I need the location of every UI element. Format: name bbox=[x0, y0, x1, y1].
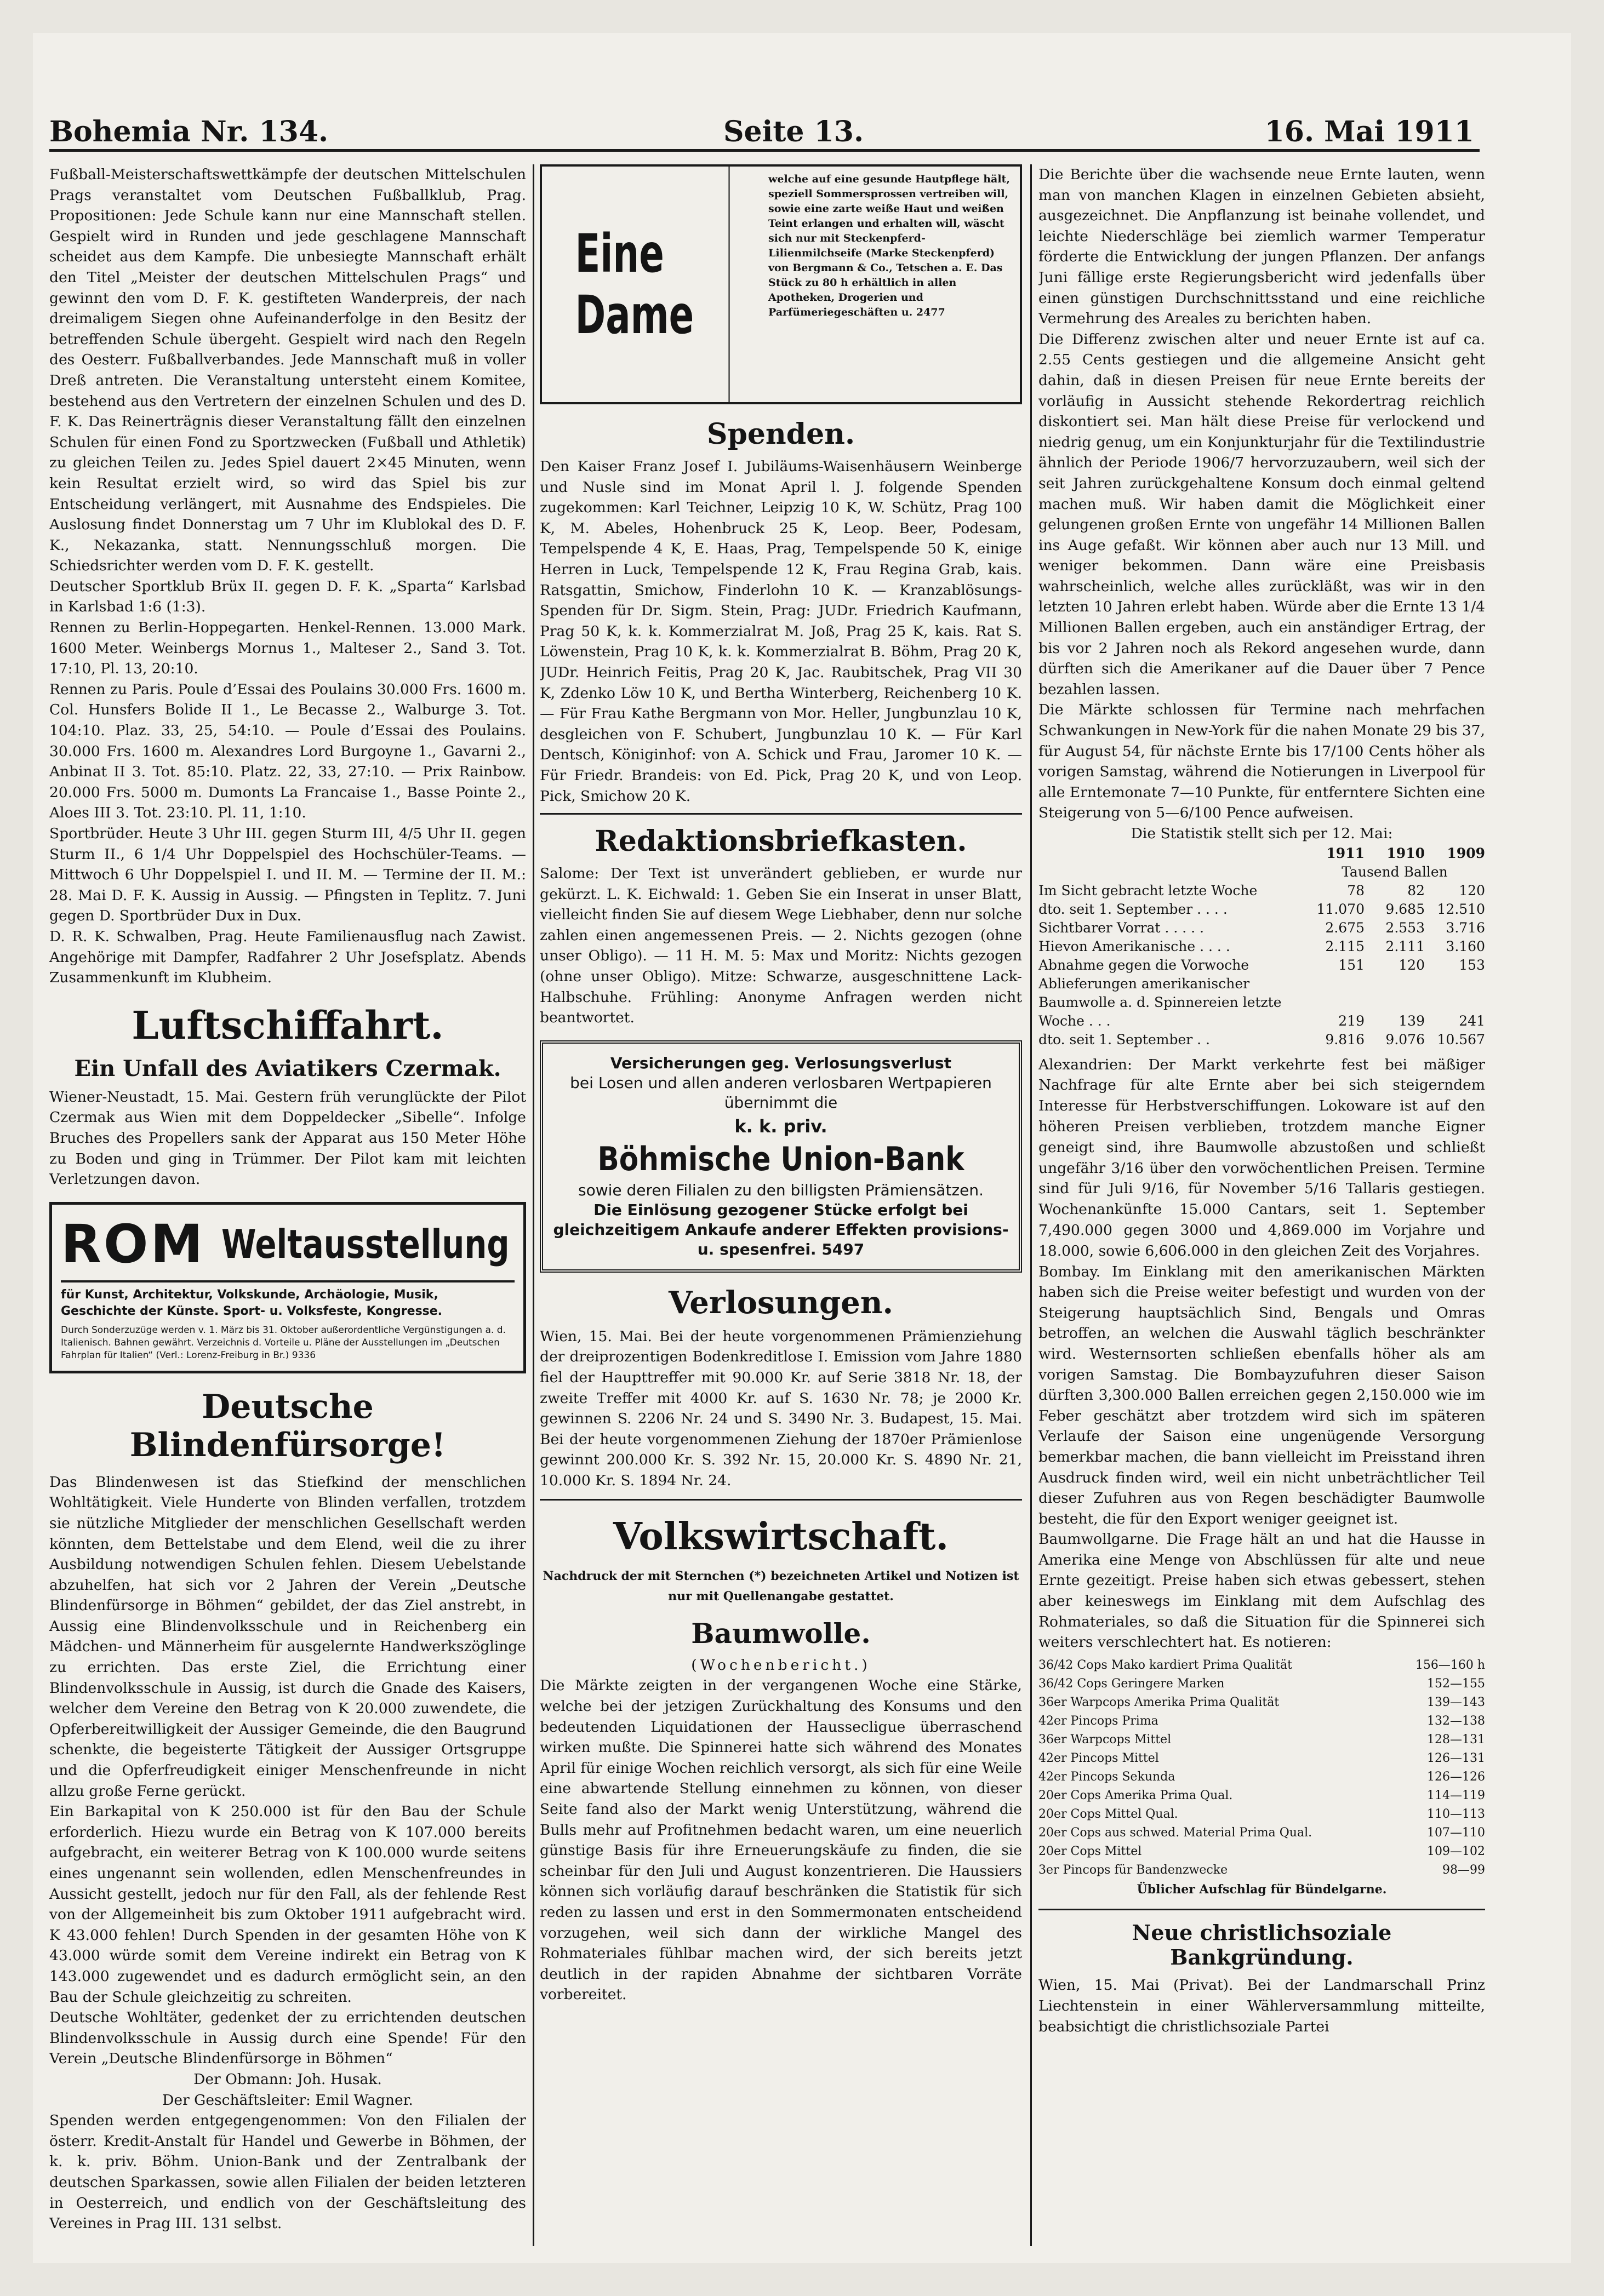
baumwolle-subtitle: (Wochenbericht.) bbox=[691, 1656, 871, 1674]
baumwolle-text: Die Märkte zeigten in der vergangenen Woche eine Stärke, welche bei der jetzigen Zurückhaltung des Konsums und den bedeutenden Liquidationen der Haussecligue überraschend wirken mußte. Die Spinnerei hatte sich während des Monates April für einige Wochen reichlich versorgt, als sich für eine Weile eine abwartende Stellung einnehmen zu können, von dieser Seite fand also der Markt wenig Unterstützung, während die Bulls mehr auf Profitnehmen bedacht waren, um eine neuerlich günstige Basis für ihre Erneuerungskäufe zu finden, die sie scheinbar für den Juli und August konzentrieren. Die Haussiers können sich vorläufig darauf beschränken die Statistik für sich reden zu lassen und erst in den Sommermonaten entscheidend vorzugehen, weil sich dann der wirkliche Mangel des Rohmateriales fühlbar machen wird, der sich bereits jetzt deutlich in der rapiden Abnahme der sichtbaren Vorräte vorbereitet. bbox=[540, 1677, 1022, 2003]
column-rule-2 bbox=[1030, 164, 1032, 2246]
spenden-text: Den Kaiser Franz Josef I. Jubiläums-Waisenhäusern Weinberge und Nusle sind im Monat April l. J. folgende Spenden zugekommen: Karl Teichner, Leipzig 10 K, W. Schütz, Prag 100 K, M. Abeles, Hohenbruck 25 K, Leop. Beer, Podesam, Tempelspende 4 K, E. Haas, Prag, Tempelspende 50 K, einige Herren in Luck, Tempelspende 12 K, Frau Regina Grab, kais. Ratsgattin, Smichow, Finderlohn 10 K. — Kranzablösungs-Spenden für Dr. Sigm. Stein, Prag: JUDr. Friedrich Kaufmann, Prag 50 K, k. k. Kommerzialrat M. Joß, Prag 25 K, kais. Rat S. Löwenstein, Prag 10 K, k. k. Kommerzialrat B. Böhm, Prag 20 K, JUDr. Heinrich Feitis, Prag 20 K, Jac. Raubitschek, Prag VII 30 K, Zdenko Löw 10 K, und Bertha Winterberg, Reichenberg 10 K. — Für Frau Kathe Bergmann von Mor. Heller, Jungbunzlau 10 K, desgleichen von F. Schubert, Jungbunzlau 10 K. — Für Karl Dentsch, Königinhof: von A. Schick und Frau, Jaromer 10 K. — Für Friedr. Brandeis: von Ed. Pick, Prag 20 K, und von Leop. Pick, Smichow 20 K. bbox=[540, 458, 1022, 805]
blindenfuersorge-title: Deutsche Blindenfürsorge! bbox=[129, 1387, 446, 1464]
table-row: Im Sicht gebracht letzte Woche 78 82 120 bbox=[1038, 882, 1485, 898]
paris-race-paragraph: Rennen zu Paris. Poule d’Essai des Poulains 30.000 Frs. 1600 m. Col. Hunsfers Bolide II 1., Le Becasse 2., Walburge 3. Tot. 104:10. Plaz. 33, 25, 54:10. — Poule d’Essai des Poulains. 30.000 Frs. 1600 m. Alexandres Lord Burgoyne 1., Gavarni 2., Anbinat II 3. Tot. 85:10. Platz. 22, 33, 27:10. — Prix Rainbow. 20.000 Frs. 5000 m. Dumonts La Francaise 1., Basse Pointe 2., Aloes III 3. Tot. 23:10. Pl. 11, 1:10. bbox=[49, 680, 526, 822]
table-row: 36/42 Cops Geringere Marken 152—155 bbox=[1038, 1676, 1485, 1691]
table-row: Abnahme gegen die Vorwoche 151 120 153 bbox=[1038, 957, 1485, 973]
blindenfuersorge-sig2: Der Geschäftsleiter: Emil Wagner. bbox=[162, 2091, 413, 2109]
rom-word: ROM bbox=[61, 1213, 206, 1275]
header-center: Seite 13. bbox=[723, 115, 864, 148]
blindenfuersorge-p2: Ein Barkapital von K 250.000 ist für den Bau der Schule erforderlich. Hiezu wurde ein Betrag von K 107.000 bereits aufgebracht, ein weiterer Betrag von K 100.000 wurde seitens eines ungenannt sein wollenden, edlen Menschenfreundes in Aussicht gestellt, jedoch nur für den Fall, als der fehlende Rest von der Allgemeinheit bis zum Oktober 1911 aufgebracht wird. K 43.000 fehlen! Durch Spenden in der gesamten Höhe von K 43.000 würde somit dem Vereine indirekt ein Betrag von K 143.000 zugewendet und es dadurch ermöglicht sein, an den Bau der Schule gleichzeitig zu schreiten. bbox=[49, 1803, 526, 2006]
sportbrueder-paragraph: Sportbrüder. Heute 3 Uhr III. gegen Sturm III, 4/5 Uhr II. gegen Sturm II., 6 1/4 Uhr Doppelspiel des Hochschüler-Teams. — Mittwoch 6 Uhr Doppelspiel I. und II. M. — Termine der II. M.: 28. Mai D. F. K. Aussig in Aussig. — Pfingsten in Teplitz. 7. Juni gegen D. Sportbrüder Dux in Dux. bbox=[49, 825, 526, 925]
bank-line-2: bei Losen und allen anderen verlosbaren Wertpapieren übernimmt die bbox=[570, 1073, 992, 1112]
bombay-paragraph: Bombay. Im Einklang mit den amerikanischen Märkten haben sich die Preise weiter befestigt und wurden von der Steigerung hauptsächlich Sind, Bengals und Omras betroffen, an welchen die Auswahl täglich beschränkter wird. Westernsorten schließen ebenfalls höher als am vorigen Samstag. Die Bombayzufuhren dieser Saison dürften 3,300.000 Ballen erreichen gegen 2,150.000 wie im Feber geschätzt aber trotzdem wird sich im späteren Verlaufe der Saison eine ungenügende Versorgung bemerkbar machen, die bann vielleicht im Preisstand ihren Ausdruck finden wird, weil ein nicht unbeträchtlicher Teil dieser Zufuhren aus von Regen beschädigter Baumwolle besteht, die für den Export weniger geeignet ist. bbox=[1038, 1263, 1485, 1527]
statistik-table bbox=[1038, 844, 1485, 1049]
blindenfuersorge-p1: Das Blindenwesen ist das Stiefkind der menschlichen Wohltätigkeit. Viele Hunderte von Blinden verfallen, trotzdem sie nützliche Mitglieder der menschlichen Gesellschaft werden könnten, dem Bettelstabe und dem Elend, weil die zu ihrer Ausbildung notwendigen Schulen fehlen. Diesem Uebelstande abzuhelfen, hat sich vor 2 Jahren der Verein „Deutsche Blindenfürsorge in Böhmen“ gebildet, der das Ziel anstrebt, in Aussig eine Blindenvolksschule und in Reichenberg ein Mädchen- und Männerheim für ausgelernte Handwerkszöglinge zu errichten. Das erste Ziel, die Errichtung einer Blindenvolksschule in Aussig, ist durch die Gnade des Kaisers, welcher dem Vereine den Betrag von K 20.000 zuwendete, die Opferbereitwilligkeit der Aussiger Gemeinde, die den Baugrund schenkte, die begeisterte Tätigkeit der Aussiger Ortsgruppe und die Opferfreudigkeit einiger Menschenfreunde in nicht allzu große Ferne gerückt. bbox=[49, 1473, 526, 1800]
column-rule-1 bbox=[533, 164, 534, 2246]
table-row: 20er Cops Mittel 109—102 bbox=[1038, 1844, 1485, 1858]
table-row: Sichtbarer Vorrat . . . . . 2.675 2.553 3.716 bbox=[1038, 919, 1485, 936]
column-1 bbox=[49, 164, 526, 2268]
rom-description: für Kunst, Architektur, Volkskunde, Archäologie, Musik, Geschichte der Künste. Sport- u. Volksfeste, Kongresse. bbox=[61, 1287, 443, 1318]
table-row: 36/42 Cops Mako kardiert Prima Qualität 156—160 h bbox=[1038, 1658, 1485, 1672]
table-row: dto. seit 1. September . . . . 11.070 9.685 12.510 bbox=[1038, 901, 1485, 917]
maerkte-paragraph: Die Märkte schlossen für Termine nach mehrfachen Schwankungen in New-York für die nahen Monate 29 bis 37, für August 54, für nächste Ernte bis 17/100 Cents höher als vorigen Samstag, während die Notierungen in Liverpool für alle Erntemonate 7—10 Punkte, für entferntere Sichten eine Steigerung von 5—6/100 Pence aufweisen. bbox=[1038, 701, 1485, 822]
unit-label: Tausend Ballen bbox=[1342, 863, 1448, 880]
redaktionsbriefkasten-title: Redaktionsbriefkasten. bbox=[595, 825, 967, 858]
differenz-paragraph: Die Differenz zwischen alter und neuer Ernte ist auf ca. 2.55 Cents gestiegen und die allgemeine Ansicht geht dahin, daß in diesen Preisen für neue Ernte bereits der vorläufig in Aussicht stehende Rekordertrag reichlich diskontiert sei. Man hält diese Preise für verlockend und niedrig genug, um ein Konjunkturjahr für die Textilindustrie ähnlich der Periode 1906/7 hervorzuzaubern, weil sich der seit Jahren zurückgehaltene Konsum doch einmal geltend machen muß. Wir haben damit die Möglichkeit einer gelungenen großen Ernte von ungefähr 14 Millionen Ballen ins Auge gefaßt. Wir können aber auch nur 13 Mill. und weniger bekommen. Dann wäre eine Preisbasis wahrscheinlich, welche alles zurückläßt, was wir in den letzten 10 Jahren erlebt haben. Würde aber die Ernte 13 1/4 Millionen Ballen ergeben, auch ein anständiger Ertrag, der bis vor 2 Jahren noch als Rekord angesehen wurde, dann dürften sich die Amerikaner auf die Dauer über 7 Pence bezahlen lassen. bbox=[1038, 330, 1485, 698]
year-1911: 1911 bbox=[1326, 845, 1365, 861]
table-row: Ablieferungen amerikanischer Baumwolle a. d. Spinnereien letzte Woche . . . 219 139 241 bbox=[1038, 975, 1485, 1029]
bank-line-4: Die Einlösung gezogener Stücke erfolgt bei gleichzeitigem Ankaufe anderer Effekten provisions- u. spesenfrei. 5497 bbox=[553, 1200, 1009, 1258]
berlin-race-paragraph: Rennen zu Berlin-Hoppegarten. Henkel-Rennen. 13.000 Mark. 1600 Meter. Weinbergs Mornus 1., Malteser 2., Sand 3. Tot. 17:10, Pl. 13, 20:10. bbox=[49, 619, 526, 678]
rom-advertisement bbox=[49, 1202, 526, 1373]
luftschiffahrt-subtitle: Ein Unfall des Aviatikers Czermak. bbox=[74, 1055, 501, 1081]
table-row: 42er Pincops Mittel 126—131 bbox=[1038, 1751, 1485, 1765]
statistik-title: Die Statistik stellt sich per 12. Mai: bbox=[1131, 825, 1393, 842]
bankgruendung-title: Neue christlichsoziale Bankgründung. bbox=[1132, 1920, 1392, 1970]
table-row: 42er Pincops Prima 132—138 bbox=[1038, 1714, 1485, 1728]
sportklub-paragraph: Deutscher Sportklub Brüx II. gegen D. F. K. „Sparta“ Karlsbad in Karlsbad 1:6 (1:3). bbox=[49, 577, 526, 616]
football-paragraph: Fußball-Meisterschaftswettkämpfe der deutschen Mittelschulen Prags veranstaltet vom Deutschen Fußballklub, Prag. Propositionen: Jede Schule kann nur eine Mannschaft stellen. Gespielt wird in Runden und jede geschlagene Mannschaft scheidet aus dem Kampfe. Die unbesiegte Mannschaft erhält den Titel „Meister der deutschen Mittelschulen Prags“ und gewinnt den vom D. F. K. gestifteten Wanderpreis, der nach dreimaligem Siegen ohne Aufeinanderfolge in den Besitz der betreffenden Schule übergeht. Gespielt wird nach den Regeln des Oesterr. Fußballverbandes. Jede Mannschaft muß in voller Dreß antreten. Die Veranstaltung untersteht einem Komitee, bestehend aus den Vertretern der einzelnen Schulen und des D. F. K. Das Reinerträgnis dieser Veranstaltung fällt den einzelnen Schulen für einen Fond zu Sportzwecken (Fußball und Athletik) zu gleichen Teilen zu. Jedes Spiel dauert 2×45 Minuten, wenn kein Resultat erzielt wird, so wird das Spiel bis zur Entscheidung verlängert, mit Ausnahme des Endspieles. Die Auslosung findet Donnerstag um 7 Uhr im Klublokal des D. F. K., Nekazanka, statt. Nennungsschluß morgen. Die Schiedsrichter werden vom D. F. K. gestellt. bbox=[49, 166, 526, 575]
header-right: 16. Mai 1911 bbox=[1264, 115, 1474, 148]
alexandrien-paragraph: Alexandrien: Der Markt verkehrte fest bei mäßiger Nachfrage für alte Ernte aber bei sich steigerndem Interesse für Herbstverschiffungen. Lokoware ist auf den höheren Preisen verblieben, trotzdem manche Eigner geneigt sind, ihre Baumwolle abzustoßen und schließt ungefähr 3/16 über den vorwöchentlichen Preisen. Termine sind für Juli 9/16, für November 5/16 Tallaris gestiegen. Wochenankünfte 15.000 Cantars, seit 1. September 7,490.000 gegen 3000 und 4,869.000 im Vorjahre und 18.000, sowie 6,606.000 in den gleichen Zeit des Vorjahres. bbox=[1038, 1056, 1485, 1259]
table-row: dto. seit 1. September . . 9.816 9.076 10.567 bbox=[1038, 1031, 1485, 1047]
baumwollgarne-paragraph: Baumwollgarne. Die Frage hält an und hat die Hausse in Amerika eine Menge von Abschlüssen für alte und neue Ernte gezeitigt. Preise haben sich etwas gebessert, stehen aber keineswegs im Einklang mit dem Aufschlag des Rohmateriales, so daß die Situation für die Spinnerei sich weiters verschlechtert hat. Es notieren: bbox=[1038, 1531, 1485, 1651]
rom-fineprint: Durch Sonderzuzüge werden v. 1. März bis 31. Oktober außerordentliche Vergünstigungen a. d. Italienisch. Bahnen gewährt. Verzeichnis d. Vorteile u. Pläne der Ausstellungen im „Deutschen Fahrplan für Italien“ (Verl.: Lorenz-Freiburg in Br.) 9336 bbox=[61, 1324, 506, 1361]
redaktionsbriefkasten-text: Salome: Der Text ist unverändert geblieben, er wurde nur gekürzt. L. K. Eichwald: 1. Geben Sie ein Inserat in unser Blatt, vielleicht finden Sie auf diesem Wege Liebhaber, denn nur solche zahlen einen angemessenen Preis. — 2. Nichts gezogen (ohne unser Obligo). — 11 H. M. 5: Max und Moritz: Nichts gezogen (ohne unser Obligo). Mitze: Schwarze, ausgeschnittene Lack-Halbschuhe. Frühling: Anonyme Anfragen werden nicht beantwortet. bbox=[540, 865, 1022, 1027]
table-row: 36er Warpcops Amerika Prima Qualität 139—143 bbox=[1038, 1695, 1485, 1709]
garne-table bbox=[1038, 1656, 1485, 1880]
schwalben-paragraph: D. R. K. Schwalben, Prag. Heute Familienausflug nach Zawist. Angehörige mit Dampfer, Radfahrer 2 Uhr Josefsplatz. Abends Zusammenkunft im Klubheim. bbox=[49, 927, 526, 987]
year-1909: 1909 bbox=[1447, 845, 1485, 861]
header-left: Bohemia Nr. 134. bbox=[49, 115, 329, 148]
bank-name: Böhmische Union-Bank bbox=[597, 1140, 964, 1178]
table-row: 20er Cops aus schwed. Material Prima Qual. 107—110 bbox=[1038, 1825, 1485, 1840]
eine-dame-word: Eine Dame bbox=[575, 167, 729, 402]
bank-line-3: sowie deren Filialen zu den billigsten Prämiensätzen. bbox=[578, 1181, 984, 1199]
ernte-paragraph: Die Berichte über die wachsende neue Ernte lauten, wenn man von manchen Klagen in einzelnen Gebieten absieht, ausgezeichnet. Die Anpflanzung ist beinahe vollendet, und leichte Niederschläge bei ziemlich warmer Temperatur förderte die Entwicklung der jungen Pflanzen. Der anfangs Juni fällige erste Regierungsbericht wird jedenfalls über einen günstigen Durchschnittsstand und eine reichliche Vermehrung des Areales zu berichten haben. bbox=[1038, 166, 1485, 328]
table-row: 20er Cops Mittel Qual. 110—113 bbox=[1038, 1807, 1485, 1821]
luftschiffahrt-text: Wiener-Neustadt, 15. Mai. Gestern früh verunglückte der Pilot Czermak aus Wien mit dem Doppeldecker „Sibelle“. Infolge Bruches des Propellers sank der Apparat aus 150 Meter Höhe zu Boden und ging in Trümmer. Der Pilot kam mit leichten Verletzungen davon. bbox=[49, 1088, 526, 1188]
baumwolle-title: Baumwolle. bbox=[691, 1617, 871, 1650]
eine-dame-text: welche auf eine gesunde Hautpflege hält, speziell Sommersprossen vertreiben will, sowie eine zarte weiße Haut und weißen Teint erlangen und erhalten will, wäscht sich nur mit Steckenpferd-Lilienmilchseife (Marke Steckenpferd) von Bergmann & Co., Tetschen a. E. Das Stück zu 80 h erhältlich in allen Apotheken, Drogerien und Parfümeriegeschäften u. 2477 bbox=[768, 173, 1010, 318]
year-1910: 1910 bbox=[1386, 845, 1425, 861]
bankgruendung-text: Wien, 15. Mai (Privat). Bei der Landmarschall Prinz Liechtenstein in einer Wählerversammlung mitteilte, beabsichtigt die christlichsoziale Partei bbox=[1038, 1977, 1485, 2035]
union-bank-advertisement bbox=[540, 1040, 1022, 1273]
blindenfuersorge-p4: Spenden werden entgegengenommen: Von den Filialen der österr. Kredit-Anstalt für Handel und Gewerbe in Böhmen, der k. k. priv. Böhm. Union-Bank und der Zentralbank der deutschen Sparkassen, sowie allen Filialen der beiden letzteren in Oesterreich, und endlich von der Geschäftsleitung des Vereines in Prag III. 131 selbst. bbox=[49, 2112, 526, 2232]
column-3 bbox=[1038, 164, 1485, 2268]
verlosungen-title: Verlosungen. bbox=[668, 1284, 894, 1321]
garne-note: Üblicher Aufschlag für Bündelgarne. bbox=[1137, 1882, 1387, 1897]
eine-dame-advertisement bbox=[540, 164, 1022, 404]
blindenfuersorge-p3: Deutsche Wohltäter, gedenket der zu errichtenden deutschen Blindenvolksschule in Aussig durch eine Spende! Für den Verein „Deutsche Blindenfürsorge in Böhmen“ bbox=[49, 2009, 526, 2068]
volkswirtschaft-title: Volkswirtschaft. bbox=[613, 1514, 949, 1559]
spenden-title: Spenden. bbox=[706, 417, 855, 451]
volkswirtschaft-note: Nachdruck der mit Sternchen (*) bezeichneten Artikel und Notizen ist nur mit Quellenangabe gestattet. bbox=[543, 1568, 1019, 1604]
table-row: 20er Cops Amerika Prima Qual. 114—119 bbox=[1038, 1788, 1485, 1802]
bank-line-1: Versicherungen geg. Verlosungsverlust bbox=[610, 1053, 952, 1072]
table-row: 42er Pincops Sekunda 126—126 bbox=[1038, 1770, 1485, 1784]
rom-expo-title: Weltausstellung bbox=[221, 1221, 510, 1267]
column-2 bbox=[540, 164, 1022, 2268]
table-row: 36er Warpcops Mittel 128—131 bbox=[1038, 1732, 1485, 1747]
table-row: 3er Pincops für Bandenzwecke 98—99 bbox=[1038, 1863, 1485, 1877]
blindenfuersorge-sig1: Der Obmann: Joh. Husak. bbox=[193, 2070, 382, 2088]
bank-kk: k. k. priv. bbox=[734, 1115, 827, 1137]
luftschiffahrt-title: Luftschiffahrt. bbox=[132, 1002, 444, 1048]
verlosungen-text: Wien, 15. Mai. Bei der heute vorgenommenen Prämienziehung der dreiprozentigen Bodenkreditlose I. Emission vom Jahre 1880 fiel der Haupttreffer mit 90.000 Kr. auf Serie 3818 Nr. 18, der zweite Treffer mit 4000 Kr. auf S. 1630 Nr. 78; je 2000 Kr. gewinnen S. 2206 Nr. 24 und S. 3490 Nr. 3. Budapest, 15. Mai. Bei der heute vorgenommenen Ziehung der 1870er Prämienlose gewinnt 200.000 Kr. S. 392 Nr. 15, 20.000 Kr. S. 4890 Nr. 21, 10.000 Kr. S. 1894 Nr. 24. bbox=[540, 1327, 1022, 1489]
header-rule bbox=[49, 149, 1480, 152]
table-row: Hievon Amerikanische . . . . 2.115 2.111 3.160 bbox=[1038, 938, 1485, 954]
page-header bbox=[49, 82, 1474, 148]
